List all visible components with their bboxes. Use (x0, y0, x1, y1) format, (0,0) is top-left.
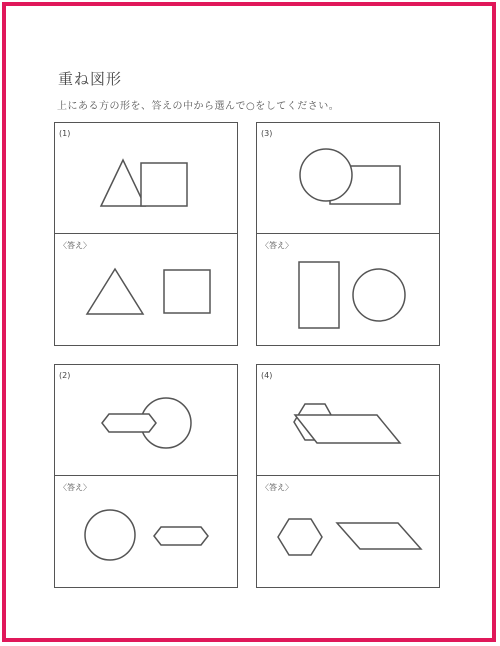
panel-2 (54, 364, 238, 588)
panel-3 (256, 122, 440, 346)
page-title: 重ね図形 (58, 70, 123, 88)
answer-label: 〈答え〉 (261, 483, 293, 492)
triangle-choice[interactable] (87, 269, 143, 314)
instructions: 上にある方の形を、答えの中から選んで○をしてください。 (57, 101, 340, 112)
panel-1 (54, 122, 238, 346)
parallelogram-choice[interactable] (337, 523, 421, 549)
panel-number: (4) (261, 371, 273, 380)
circle-choice[interactable] (85, 510, 135, 560)
answer-label: 〈答え〉 (261, 241, 293, 250)
panel-number: (2) (59, 371, 71, 380)
square-choice[interactable] (164, 270, 210, 313)
answer-label: 〈答え〉 (59, 483, 91, 492)
answer-figures (257, 123, 441, 347)
circle-choice[interactable] (353, 269, 405, 321)
answer-figures (257, 365, 441, 589)
answer-figures (55, 365, 239, 589)
elongated-hexagon-choice[interactable] (154, 527, 208, 545)
panel-number: (3) (261, 129, 273, 138)
panel-number: (1) (59, 129, 71, 138)
answer-label: 〈答え〉 (59, 241, 91, 250)
answer-figures (55, 123, 239, 347)
panel-4 (256, 364, 440, 588)
hexagon-choice[interactable] (278, 519, 322, 555)
rectangle-choice[interactable] (299, 262, 339, 328)
